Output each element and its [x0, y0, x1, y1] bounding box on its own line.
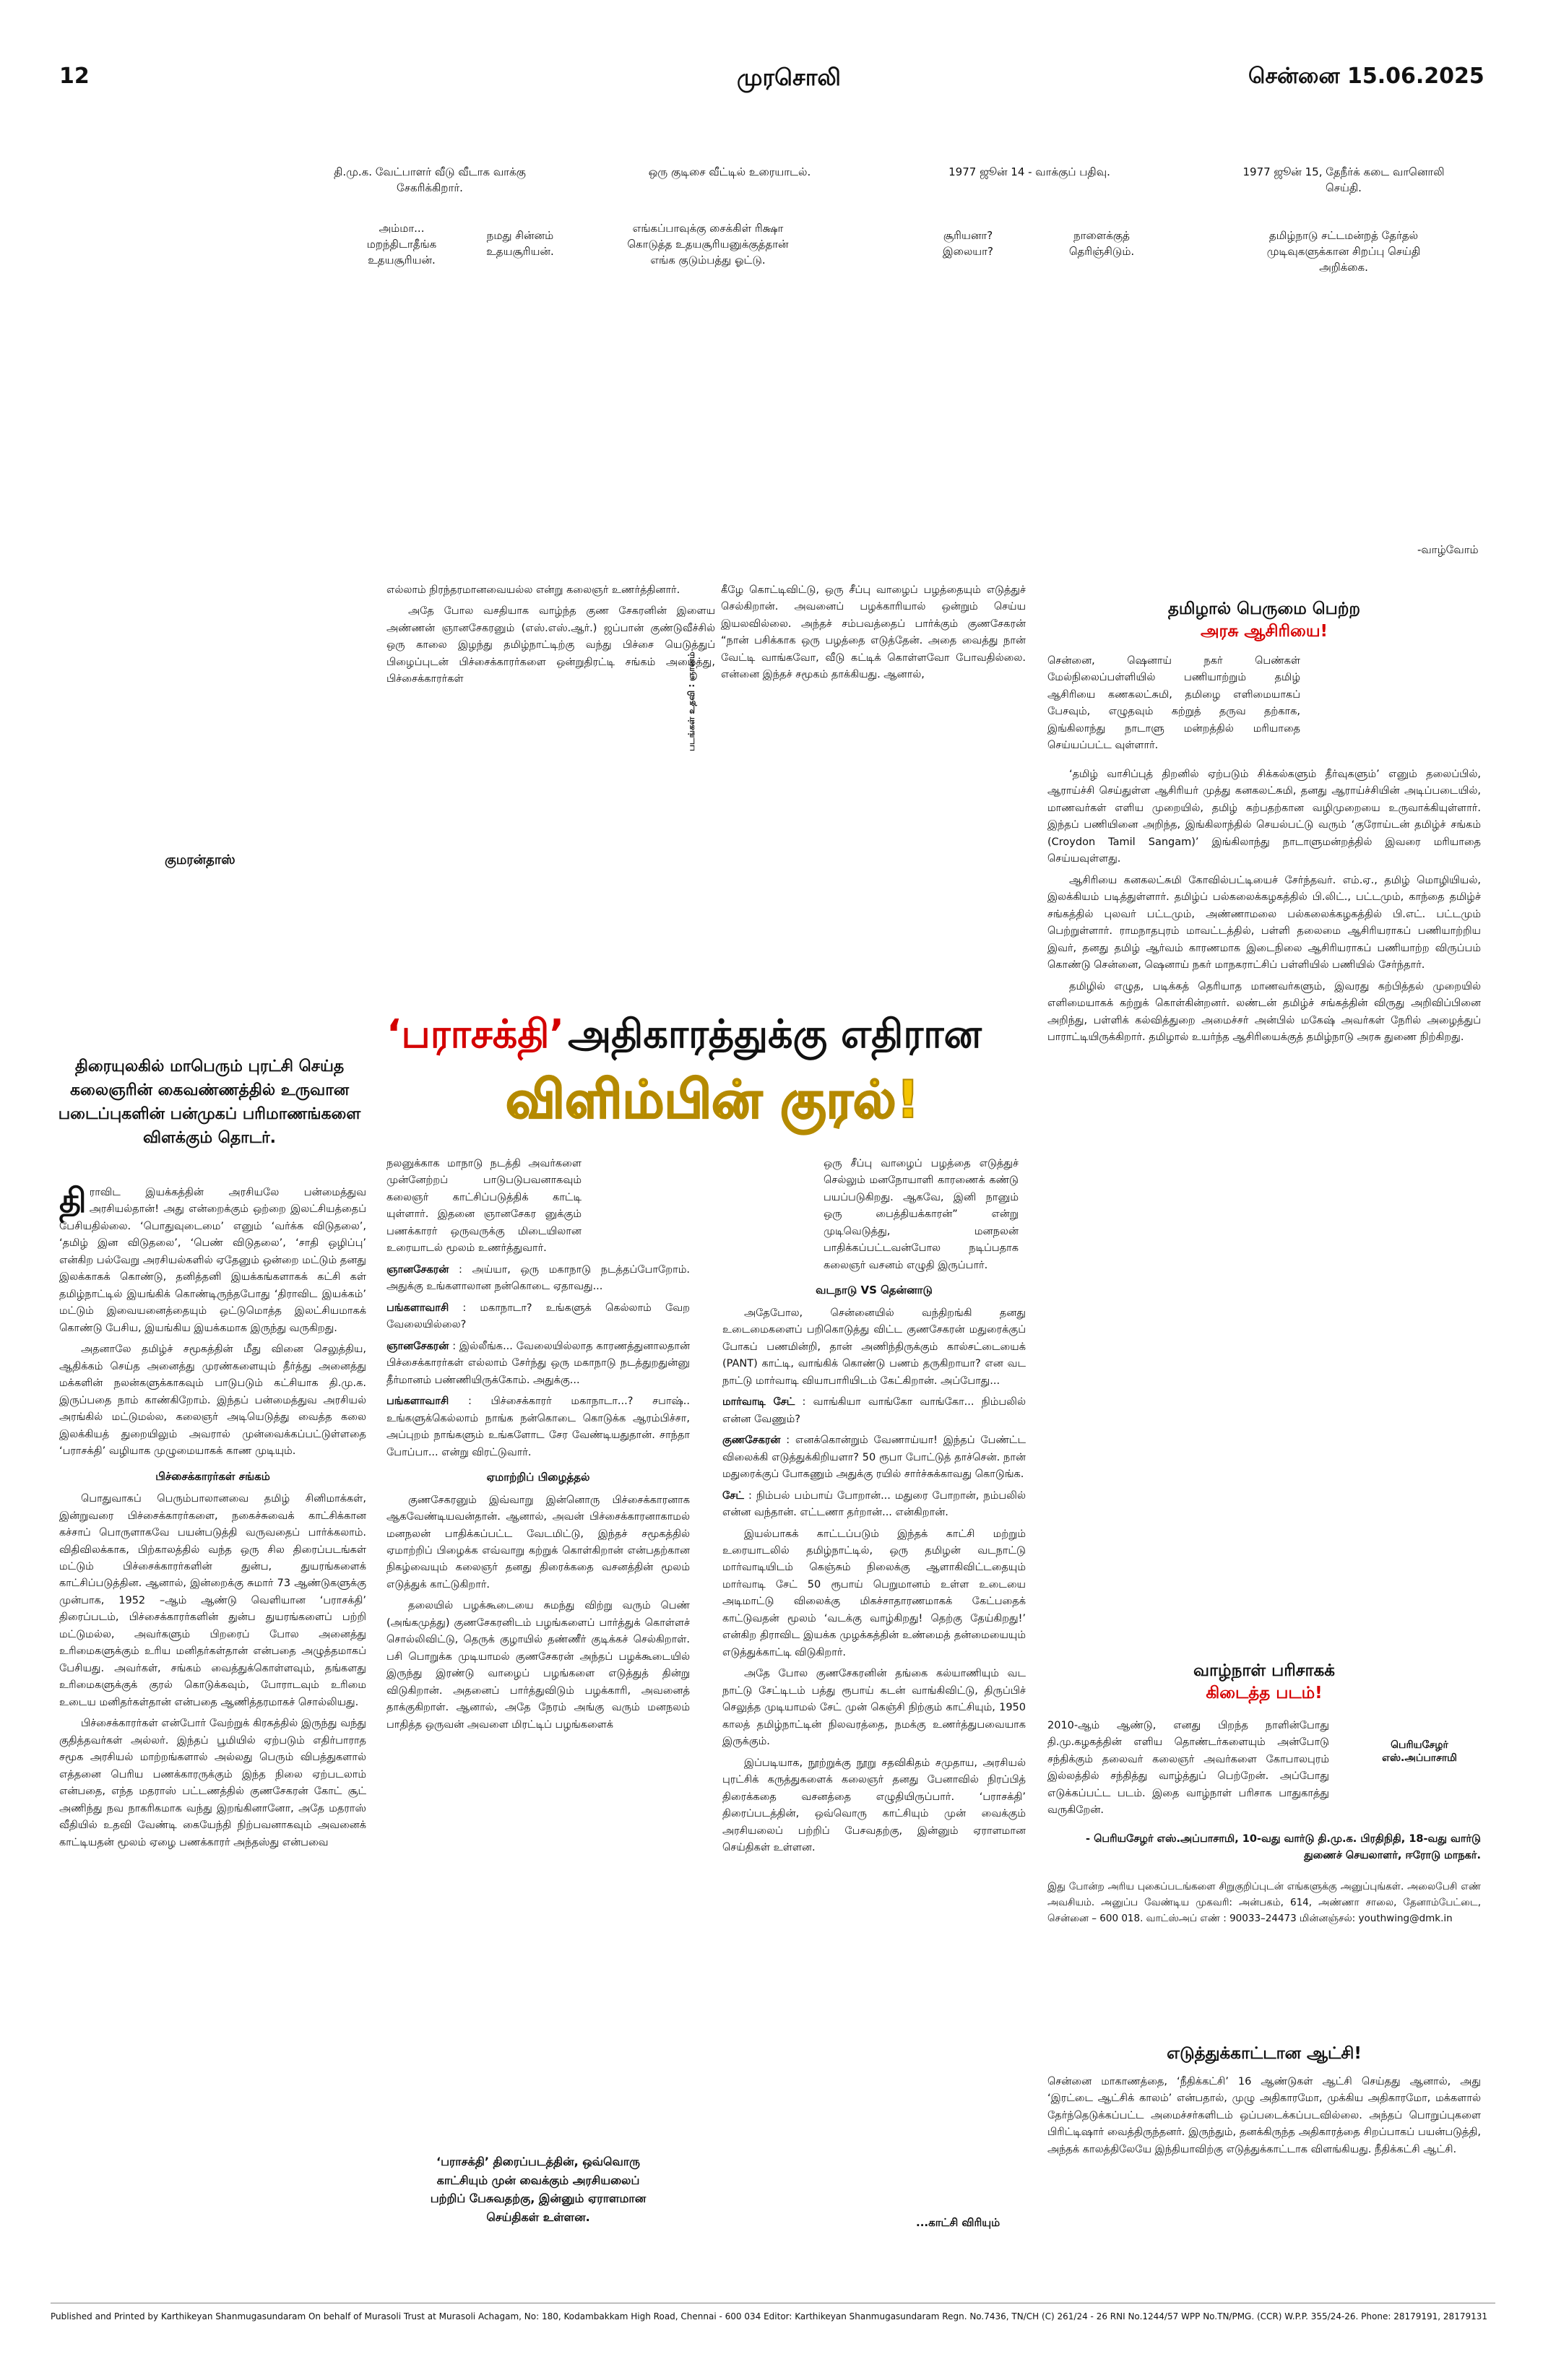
story-col-c-para-2: அதேபோல, சென்னையில் வந்திறங்கி தனது உடைமைகளைப் பறிகொடுத்து விட்ட குணசேகரன் மதுரைக்குப் போகப் பணமின்றி, தான் அணிந்திருக்கும் கால்சட்டையைக் (PANT) காட்டி, வாங்கிக் கொண்டு பணம் தருகிறாயா? என வட நாட்டு மார்வாடி வியாபாரியிடம் கேட்கிறான். அப்போது... — [722, 1307, 1026, 1387]
story-col-a-para-1 — [59, 1181, 366, 1337]
continued-note: ...காட்சி விரியும் — [916, 2216, 1000, 2229]
byline-author: குமரன்தாஸ் — [165, 852, 235, 867]
story-col-b-para-1: நலனுக்காக மாநாடு நடத்தி அவர்களை முன்னேற்றப் பாடுபடுபவனாகவும் கலைஞர் காட்சிப்படுத்திக் காட்டி யுள்ளார். இதனை ஞானசேகர னுக்கும் பணக்காரர் ஒருவருக்கு மிடையிலான உரையாடல் மூலம் உணர்த்துவார். — [386, 1158, 582, 1255]
sidebox-photo-title: வாழ்நாள் பரிசாகக் — [1193, 1661, 1335, 1680]
wazhvom-signoff: -வாழ்வோம் — [1417, 543, 1479, 556]
story-col-a — [59, 1181, 366, 1856]
photo-caption-3: 1977 ஜூன் 14 - வாக்குப் பதிவு. — [948, 165, 1110, 178]
dialogue-2: பங்களாவாசி : மகாநாடா? உங்களுக் கெல்லாம் வேற வேலையில்லை? — [386, 1302, 690, 1331]
story-col-a-para-2: அதனாலே தமிழ்ச் சமூகத்தின் மீது வினை செலுத்திய, ஆதிக்கம் செய்த அனைத்து முரண்களையும் தீர்த்து அனைத்து மக்களின் நலன்களுக்காகவும் பாடுபடும் கட்சியாக தி.மு.க. இருப்பதை நாம் காண்கிறோம். இந்தப் பன்மைத்துவ அரசியல் அரங்கில் மட்டுமல்ல, கலைஞர் அடியெடுத்து வைத்த கலை இலக்கியத் துறையிலும் அவரால் முன்வைக்கப்பட்டுள்ளதை ‘பராசக்தி’ வழியாக முழுமையாகக் காண முடியும். — [59, 1343, 366, 1458]
story-col-c-para-3: இயல்பாகக் காட்டப்படும் இந்தக் காட்சி மற்றும் உரையாடலில் தமிழ்நாட்டில், ஒரு தமிழன் வடநாட்டு மார்வாடியிடம் கெஞ்சும் நிலைக்கு ஆளாகிவிட்டதையும் மார்வாடி சேட் 50 ரூபாய் பெறுமானம் உள்ள உடையை அடிமாட்டு விலைக்கு மிகச்சாதாரணமாகக் கேட்பதைக் காட்டுவதன் மூலம் ‘வடக்கு வாழ்கிறது! தெற்கு தேய்கிறது!’ என்கிற திராவிட இயக்க முழக்கத்தின் உண்மைத் தன்மையையும் எடுத்துக்காட்டி விடுகிறார். — [722, 1528, 1026, 1658]
sidebox-teacher-para-3: ஆசிரியை கனகலட்சுமி கோவில்பட்டியைச் சேர்ந்தவர். எம்.ஏ., தமிழ் மொழியியல், இலக்கியம் படித்துள்ளார். தமிழ்ப் பல்கலைக்கழகத்தில் பி.லிட்., பட்டமும், காந்தை தமிழ்ச் சங்கத்தில் புலவர் பட்டமும், அண்ணாமலை பல்கலைக்கழகத்தில் பி.எட். பட்டமும் பெற்றுள்ளார். ராமநாதபுரம் மாவட்டத்தில், பள்ளி தலைமை ஆசிரியராகப் பணியாற்றிய இவர், தனது தமிழ் ஆர்வம் காரணமாக இடைநிலை ஆசிரியராகப் பணியாற்ற விருப்பம் கொண்டு சென்னை, ஷெனாய் நகர் மாநகராட்சிப் பள்ளியில் பணியில் சேர்ந்தார். — [1047, 874, 1481, 972]
story-top-col1-para-2: அதே போல வசதியாக வாழ்ந்த குண சேகரனின் இளைய அண்ணன் ஞானசேகரனும் (எஸ்.எஸ்.ஆர்.) ஜப்பான் குண்டுவீச்சில் ஒரு காலை இழந்து தமிழ்நாட்டிற்கு வந்து பிச்சை யெடுத்துப் பிழைப்புடன் பிச்சைக்காரர்களை ஒன்றுதிரட்டி சங்கம் அமைத்து, பிச்சைக்காரர்கள் — [386, 605, 715, 685]
page-number: 12 — [59, 64, 90, 89]
sidebox-teacher-title: தமிழால் பெருமை பெற்ற — [1167, 600, 1361, 618]
story-top-col1 — [386, 582, 715, 693]
sidebox-photo-title-red: கிடைத்த படம்! — [1206, 1684, 1323, 1702]
story-col-b-para-3: தலையில் பழக்கூடையை சுமந்து விற்று வரும் பெண் (அங்கமுத்து) குணசேகரனிடம் பழங்களைப் பார்த்துக் கொள்ளச் சொல்லிவிட்டு, தெருக் குழாயில் தண்ணீர் குடிக்கச் செல்கிறாள். பசி பொறுக்க முடியாமல் குணசேகரன் அந்தப் பழக்கூடையில் இருந்து இரண்டு வாழைப் பழங்களை எடுத்துத் தின்று விடுகிறான். அதனைப் பார்த்துவிடும் பழக்காரி, அவனைத் தாக்குகிறாள். ஆனால், அதே நேரம் அங்கு வரும் மனநலம் பாதித்த ஒருவன் அவளை மிரட்டிப் பழங்களைக் — [386, 1600, 690, 1731]
pull-quote: ‘பராசக்தி’ திரைப்படத்தின், ஒவ்வொரு காட்சியும் முன் வைக்கும் அரசியலைப் பற்றிப் பேசுவதற்கு, இன்னும் ஏராளமான செய்திகள் உள்ளன. — [430, 2155, 647, 2224]
headline-line2: விளிம்பின் குரல்! — [506, 1069, 920, 1130]
speaker-2: பங்களாவாசி — [386, 1302, 449, 1314]
line-6: எனக்கொன்றும் வேணாய்யா! இந்தப் பேண்ட்ட விலைக்கி எடுத்துக்கிறியளா? 50 ரூபா போட்டுத் தாச்சென். நான் மதுரைக்குப் போகணும் அதுக்கு ரயில் சார்ச்சுக்காவது கொடுங்க. — [722, 1435, 1026, 1481]
photo-caption-8: சூரியனா? இலையா? — [943, 229, 993, 258]
dialogue-3: ஞானசேகரன் : இல்லீங்க... வேலையில்லாத காரணத்துனாலதான் பிச்சைக்காரர்கள் எல்லாம் சேர்ந்து ஒரு மகாநாடு நடத்துறதுன்னு தீர்மானம் பண்ணியிருக்கோம். அதுக்கு... — [386, 1340, 691, 1386]
sidebox-teacher-para-2: ‘தமிழ் வாசிப்புத் திறனில் ஏற்படும் சிக்கல்களும் தீர்வுகளும்’ எனும் தலைப்பில், ஆராய்ச்சி செய்துள்ள ஆசிரியர் முத்து கனகலட்சுமி, தனது ஆராய்ச்சியின் அடிப்படையில், மாணவர்கள் எளிய முறையில், தமிழ் கற்பதற்கான வழிமுறையை உருவாக்கியுள்ளார். இந்தப் பணியினை அறிந்த, இங்கிலாந்தில் செயல்பட்டு வரும் ‘குரோய்டன் தமிழ்ச் சங்கம் (Croydon Tamil Sangam)’ இங்கிலாந்து நாடாளுமன்றத்தில் இவரை மரியாதை செய்யவுள்ளது. — [1047, 768, 1481, 865]
line-3: இல்லீங்க... வேலையில்லாத காரணத்துனாலதான் பிச்சைக்காரர்கள் எல்லாம் சேர்ந்து ஒரு மகாநாடு நடத்துறதுன்னு தீர்மானம் பண்ணியிருக்கோம். அதுக்கு... — [386, 1340, 691, 1386]
footer-imprint: Published and Printed by Karthikeyan Shanmugasundaram On behalf of Murasoli Trust at Murasoli Achagam, No: 180, Kodambakkam High Road, Chennai - 600 034 Editor: Karthikeyan Shanmugasundaram Regn. No.7436, TN/CH (C) 261/24 - 26 RNI No.1244/57 WPP No.TN/PMG. (CCR) W.P.P. 355/24-26. Phone: 28179191, 28179131 — [51, 2311, 1487, 2321]
speaker-7: சேட் — [722, 1489, 744, 1502]
speaker-3: ஞானசேகரன் — [386, 1340, 449, 1352]
headline-line1 — [386, 1011, 1051, 1063]
story-col-c-para-1: ஒரு சீப்பு வாழைப் பழத்தை எடுத்துச் செல்லும் மனநோயாளி காரணைக் கண்டு பயப்படுகிறது. ஆகவே, இனி நானும் ஒரு பைத்தியக்காரன்” என்று முடிவெடுத்து, மனநலன் பாதிக்கப்பட்டவன்போல நடிப்பதாக கலைஞர் வசனம் எழுதி இருப்பார். — [824, 1158, 1019, 1271]
speaker-5: மார்வாடி சேட் — [722, 1396, 795, 1408]
dialogue-6: குணசேகரன் : எனக்கொன்றும் வேணாய்யா! இந்தப் பேண்ட்ட விலைக்கி எடுத்துக்கிறியளா? 50 ரூபா போட்டுத் தாச்சென். நான் மதுரைக்குப் போகணும் அதுக்கு ரயில் சார்ச்சுக்காவது கொடுங்க. — [722, 1435, 1026, 1481]
subhead-beggars-union: பிச்சைக்காரர்கள் சங்கம் — [155, 1469, 270, 1483]
sidebox-teacher-title-red: அரசு ஆசிரியை! — [1200, 622, 1328, 641]
dialogue-1: ஞானசேகரன் : அய்யா, ஒரு மகாநாடு நடத்தப்போறோம். அதுக்கு உங்களாலான நன்கொடை ஏதாவது... — [386, 1263, 690, 1293]
sidebox-photo-signoff: - பெரியசேழர் எஸ்.அப்பாசாமி, 10-வது வார்டு தி.மு.க. பிரதிநிதி, 18-வது வார்டு துணைச் செயலாளர், ஈரோடு மாநகர். — [1086, 1832, 1481, 1862]
subhead-deception: ஏமாற்றிப் பிழைத்தல் — [486, 1471, 590, 1484]
story-col-c-para-4: அதே போல குணசேகரனின் தங்கை கல்யாணியும் வட நாட்டு சேட்டிடம் பத்து ரூபாய் கடன் வாங்கிவிட்டு, திருப்பிச் செலுத்த முடியாமல் சேட் முன் கெஞ்சி நிற்கும் காட்சியும், 1950 காலத் தமிழ்நாட்டின் நிலவரத்தை, நமக்கு உணர்த்துபவையாக இருக்கும். — [722, 1668, 1026, 1748]
story-col-b — [386, 1156, 690, 1738]
photo-caption-2: ஒரு குடிசை வீட்டில் உரையாடல். — [648, 165, 811, 178]
photo-credit-vertical: படங்கள் உதவி : ஞானம் — [686, 652, 696, 751]
sidebox-photo-text: 2010-ஆம் ஆண்டு, எனது பிறந்த நாளின்போது தி.மு.கழகத்தின் எளிய தொண்டர்களையும் அன்போடு சந்திக்கும் தலைவர் கலைஞர் அவர்களை கோபாலபுரம் இல்லத்தில் சந்தித்து வாழ்த்துப் பெற்றேன். அப்போது எடுக்கப்பட்ட படம். இதை வாழ்நாள் பரிசாக பாதுகாத்து வருகிறேன். — [1047, 1720, 1329, 1817]
sidebox-justice-party — [1047, 2044, 1481, 2158]
photo-caption-6: நமது சின்னம் உதயசூரியன். — [486, 229, 554, 258]
sidebox-teacher-para-1: சென்னை, ஷெனாய் நகர் பெண்கள் மேல்நிலைப்பள்ளியில் பணியாற்றும் தமிழ் ஆசிரியை கணகலட்சுமி, தமிழை எளிமையாகப் பேசவும், எழுதவும் கற்றுத் தருவ தற்காக, இங்கிலாந்து நாடாளு மன்றத்தில் மரியாதை செய்யப்பட்ட வுள்ளார். — [1047, 655, 1300, 752]
photo-caption-1: தி.மு.க. வேட்பாளர் வீடு வீடாக வாக்கு சேகரிக்கிறார். — [334, 165, 526, 194]
photo-caption-10: தமிழ்நாடு சட்டமன்றத் தேர்தல் முடிவுகளுக்கான சிறப்பு செய்தி அறிக்கை. — [1266, 229, 1421, 274]
story-top-col2-para-1: கீழே கொட்டிவிட்டு, ஒரு சீப்பு வாழைப் பழத்தையும் எடுத்துச் செல்கிறான். அவனைப் பழக்காரியால் ஒன்றும் செய்ய இயலவில்லை. அந்தச் சம்பவத்தைப் பார்க்கும் குணசேகரன் “நான் பசிக்காக ஒரு பழத்தை எடுத்தேன். அதை வைத்து நான் வேட்டி வாங்கவோ, வீடு கட்டிக் கொள்ளவோ போவதில்லை. என்னை இந்தச் சமூகம் தாக்கியது. ஆனால், — [721, 584, 1026, 681]
sidebox-lifetime-photo — [1047, 1661, 1481, 1926]
dropcap: தி — [59, 1181, 87, 1220]
story-col-a-para-4: பிச்சைக்காரர்கள் என்போர் வேற்றுக் கிரகத்தில் இருந்து வந்து குதித்தவர்கள் அல்லர். இந்தப் பூமியில் ஏற்படும் எதிர்பாராத சமூக அரசியல் மாற்றங்களால் அல்லது பெரும் விபத்துகளால் எத்தனை பெரிய பணக்காரருக்கும் இந்த நிலை ஏற்படலாம் என்பதை, எந்த மதராஸ் பட்டணத்தில் குணசேகரன் கோட் சூட் அணிந்து நவ நாகரிகமாக வந்து இறங்கினானோ, அதே மதராஸ் வீதியில் உதவி வேண்டி கையேந்தி நிற்பவனாகவும் அவனைக் காட்டியதன் மூலம் ஏழை பணக்காரர் அந்தஸ்து என்பவை — [59, 1718, 366, 1848]
photo-caption-7: எங்கப்பாவுக்கு சைக்கிள் ரிக்ஷா கொடுத்த உதயசூரியனுக்குத்தான் எங்க குடும்பத்து ஓட்டு. — [627, 222, 789, 267]
sidebox-photo-notice: இது போன்ற அரிய புகைப்படங்களை சிறுகுறிப்புடன் எங்களுக்கு அனுப்புங்கள். அலைபேசி எண் அவசியம். அனுப்ப வேண்டிய முகவரி: அன்பகம், 614, அண்ணா சாலை, தேனாம்பேட்டை, சென்னை – 600 018. வாட்ஸ்அப் எண் : 90033–24473 மின்னஞ்சல்: youthwing@dmk.in — [1047, 1880, 1481, 1924]
headline-rest: அதிகாரத்துக்கு எதிரான — [568, 1011, 982, 1057]
dialogue-5: மார்வாடி சேட் : வாங்கியா வாங்கோ வாங்கோ... நிம்பலில் என்ன வேணும்? — [722, 1396, 1026, 1425]
dialogue-7: சேட் : நிம்பல் பம்பாய் போறான்... மதுரை போறான், நம்பலில் என்ன வந்தான். எட்டணா தர்றான்... என்கிறான். — [722, 1489, 1026, 1519]
story-col-b-para-2: குணசேகரனும் இவ்வாறு இன்னொரு பிச்சைக்காரனாக ஆகவேண்டியவன்தான். ஆனால், அவன் பிச்சைக்காரனாகாமல் மனநலன் பாதிக்கப்பட்ட வேடமிட்டு, இந்தச் சமூகத்தில் ஏமாற்றிப் பிழைக்க எவ்வாறு கற்றுக் கொள்கிறான் என்பதற்கான நிகழ்வையும் கலைஞர் தனது திரைக்கதை வசனத்தின் மூலம் எடுத்துக் காட்டுகிறார். — [386, 1494, 690, 1591]
photo-caption-5: அம்மா... மறந்திடாதீங்க உதயசூரியன். — [366, 222, 437, 267]
sidebox-justice-text: சென்னை மாகாணத்தை, ‘நீதிக்கட்சி’ 16 ஆண்டுகள் ஆட்சி செய்தது ஆனால், அது ‘இரட்டை ஆட்சிக் காலம்’ என்பதால், முழு அதிகாரமோ, முக்கிய அதிகாரமோ, மக்களால் தேர்ந்தெடுக்கப்பட்ட அமைச்சர்களிடம் ஒப்படைக்கப்படவில்லை. அந்தப் பொறுப்புகளை பிரிட்டிஷார் வைத்திருந்தனர். இருந்தும், தனக்கிருந்த அதிகாரத்தை சிறப்பாகப் பயன்படுத்தி, அந்தக் காலத்திலேயே இந்தியாவிற்கு எடுத்துக்காட்டாக விளங்கியது. நீதிக்கட்சி ஆட்சி. — [1047, 2076, 1481, 2155]
speaker-4: பங்களாவாசி — [386, 1395, 449, 1408]
sidebox-justice-title: எடுத்துக்காட்டான ஆட்சி! — [1167, 2044, 1362, 2063]
story-col-c — [722, 1156, 1026, 1861]
story-top-col1-para-1: எல்லாம் நிரந்தரமானவையல்ல என்று கலைஞர் உணர்த்தினார். — [386, 584, 680, 596]
story-col-a-para-1-text: ராவிட இயக்கத்தின் அரசியலே பன்மைத்துவ அரசியல்தான்! அது என்றைக்கும் ஒற்றை இலட்சியத்தைப் பேசியதில்லை. ‘பொதுவுடைமை’ எனும் ‘வர்க்க விடுதலை’, ‘தமிழ் இன விடுதலை’, ‘பெண் விடுதலை’, ‘சாதி ஒழிப்பு’ என்கிற பல்வேறு அரசியல்களில் ஏதேனும் ஒன்றை மட்டும் தனது இலக்காகக் கொண்டு, தனித்தனி இயக்கங்களாகக் கட்சி கள் தமிழ்நாட்டில் இயங்கிக் கொண்டிருந்தபோது ‘திராவிட இயக்கம்’ மட்டும் இவையனைத்தையும் ஒட்டுமொத்த இலட்சியமாகக் கொண்டு பேசிய, இயங்கிய இயக்கமாக இருந்து வருகிறது. — [59, 1187, 366, 1334]
line-1: அய்யா, ஒரு மகாநாடு நடத்தப்போறோம். அதுக்கு உங்களாலான நன்கொடை ஏதாவது... — [386, 1263, 690, 1293]
line-4: பிச்சைக்காரர் மகாநாடா...? சபாஷ்.. உங்களுக்கெல்லாம் நாங்க நன்கொடை கொடுக்க ஆரம்பிச்சா, அப்புறம் நாங்களும் உங்களோட சேர வேண்டியதுதான். சாந்தா போப்பா... என்று விரட்டுவார். — [386, 1395, 690, 1458]
photo-caption-4: 1977 ஜூன் 15, தேநீர்க் கடை வானொலி செய்தி. — [1242, 165, 1445, 194]
story-col-a-para-3: பொதுவாகப் பெரும்பாலானவை தமிழ் சினிமாக்கள், இன்றுவரை பிச்சைக்காரர்களை, நகைச்சுவைக் காட்சிக்கான கச்சாப் பொருளாகவே பயன்படுத்தி வருவதைப் பார்க்கலாம். விதிவிலக்காக, பிற்காலத்தில் வந்த ஒரு சில திரைப்படங்கள் மட்டும் பிச்சைக்காரர்களின் துன்ப, துயரங்களைக் காட்சிப்படுத்தின. ஆனால், இன்றைக்கு சுமார் 73 ஆண்டுகளுக்கு முன்பாக, 1952 –ஆம் ஆண்டு வெளியான ‘பராசக்தி’ திரைப்படம், பிச்சைக்காரர்களின் துன்ப துயரங்களைப் பற்றி மட்டுமல்ல, அவர்களும் பிறரைப் போல அனைத்து உரிமைகளுக்கும் உரிய மனிதர்கள்தான் என்பதை அழுத்தமாகப் பேசியது. அவர்கள், சங்கம் வைத்துக்கொள்ளவும், தங்களது உரிமைகளுக்குக் குரல் கொடுக்கவும், போராடவும் உரிமை உடைய மனிதர்கள்தான் என்பதை ஆணித்தரமாகச் சொல்லியது. — [59, 1493, 366, 1708]
speaker-1: ஞானசேகரன் — [386, 1263, 449, 1276]
date-line: சென்னை 15.06.2025 — [1248, 64, 1484, 89]
story-top-col2 — [721, 582, 1026, 688]
speaker-6: குணசேகரன் — [722, 1435, 781, 1447]
line-7: நிம்பல் பம்பாய் போறான்... மதுரை போறான், நம்பலில் என்ன வந்தான். எட்டணா தர்றான்... என்கிறான். — [722, 1489, 1026, 1519]
dialogue-4: பங்களாவாசி : பிச்சைக்காரர் மகாநாடா...? சபாஷ்.. உங்களுக்கெல்லாம் நாங்க நன்கொடை கொடுக்க ஆரம்பிச்சா, அப்புறம் நாங்களும் உங்களோட சேர வேண்டியதுதான். சாந்தா போப்பா... என்று விரட்டுவார். — [386, 1395, 690, 1458]
sidebox-photo-caption: பெரியசேழர் எஸ்.அப்பாசாமி — [1382, 1739, 1457, 1764]
sidebox-teacher — [1047, 600, 1481, 1051]
story-col-c-para-5: இப்படியாக, நூற்றுக்கு நூறு சதவிகிதம் சமுதாய, அரசியல் புரட்சிக் கருத்துகளைக் கலைஞர் தனது பேனாவில் நிரப்பித் திரைக்கதை வசனத்தை எழுதியிருப்பார். ‘பராசக்தி’ திரைப்படத்தின், ஒவ்வொரு காட்சியும் முன் வைக்கும் அரசியலைப் பற்றிப் பேசவதற்கு, இன்னும் ஏராளமான செய்திகள் உள்ளன. — [722, 1757, 1026, 1854]
headline-quoted-title: ‘பராசக்தி’ — [386, 1011, 565, 1057]
paper-name: முரசொலி — [737, 64, 841, 91]
story-intro-deck: திரையுலகில் மாபெரும் புரட்சி செய்த கலைஞரின் கைவண்ணத்தில் உருவான படைப்புகளின் பன்முகப் பரிமாணங்களை விளக்கும் தொடர். — [58, 1057, 361, 1147]
line-2: மகாநாடா? உங்களுக் கெல்லாம் வேற வேலையில்லை? — [386, 1302, 690, 1331]
subhead-north-vs-south: வடநாடு VS தென்னாடு — [816, 1284, 933, 1297]
photo-caption-9: நாளைக்குத் தெரிஞ்சிடும். — [1068, 229, 1135, 258]
sidebox-teacher-para-4: தமிழில் எழுத, படிக்கத் தெரியாத மாணவர்களும், இவரது கற்பித்தல் முறையில் எளிமையாகக் கற்றுக் கொள்கின்றனர். லண்டன் தமிழ்ச் சங்கத்தின் விருது அறிவிப்பினை அறிந்து, பள்ளிக் கல்வித்துறை அமைச்சர் அன்பில் மகேஷ் அவர்கள் நேரில் அழைத்துப் பாராட்டியிருக்கிறார். தமிழால் உயர்ந்த ஆசிரியைக்குத் தமிழ்நாடு அரசு துணை நிற்கிறது. — [1047, 980, 1481, 1044]
line-5: வாங்கியா வாங்கோ வாங்கோ... நிம்பலில் என்ன வேணும்? — [722, 1396, 1026, 1425]
sidebox-teacher-body — [1047, 653, 1481, 1047]
